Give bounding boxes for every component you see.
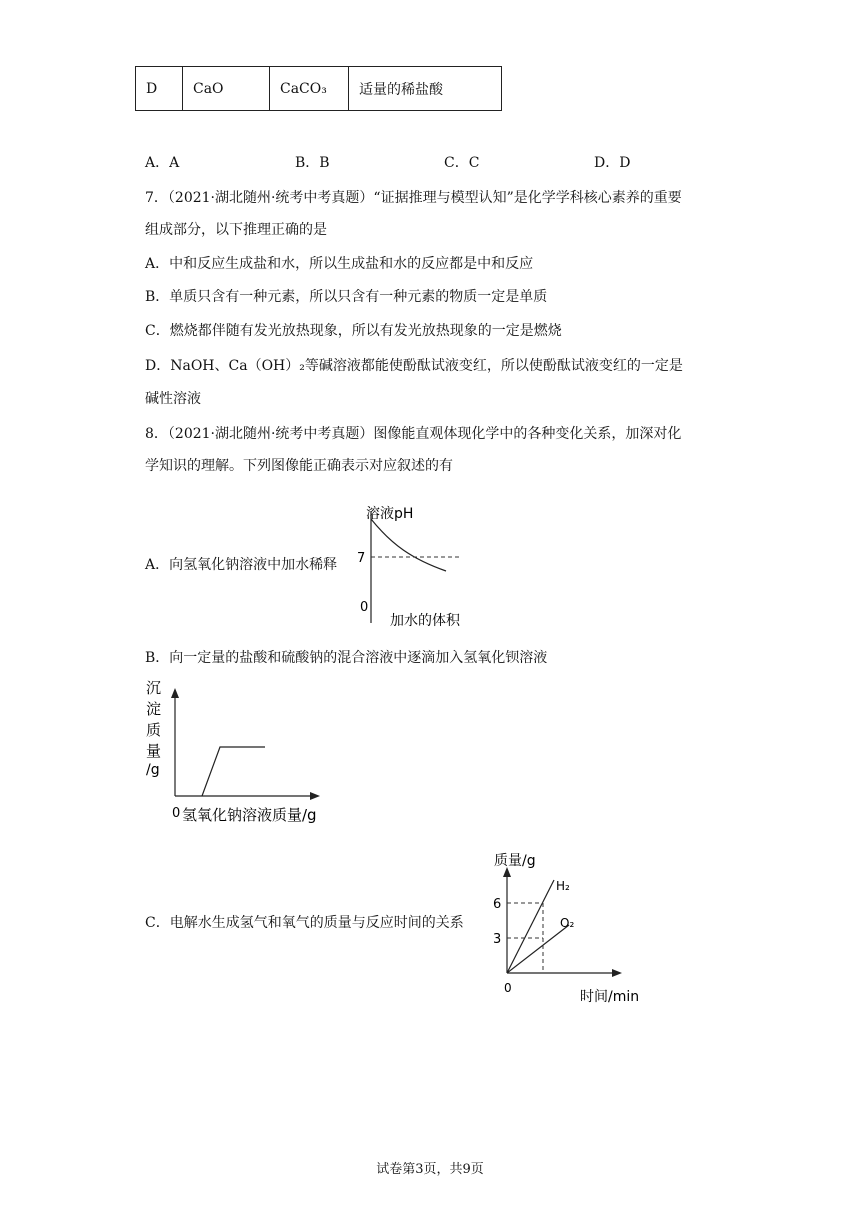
tick-6: 6 (493, 897, 502, 912)
q7-option-c[interactable]: C．燃烧都伴随有发光放热现象，所以有发光放热现象的一定是燃烧 (145, 323, 562, 339)
table-cell: CaCO₃ (270, 67, 349, 111)
graph-b (140, 676, 340, 830)
q7-option-b[interactable]: B．单质只含有一种元素，所以只含有一种元素的物质一定是单质 (145, 289, 548, 305)
precipitate-line (202, 747, 265, 796)
h2-line (507, 880, 554, 973)
x-axis-arrow (310, 792, 320, 800)
graph-c (490, 840, 660, 1005)
y-axis-label: 质量/g (494, 853, 536, 869)
y-label-char: 沉 (146, 679, 162, 697)
choice-b[interactable]: B．B (295, 155, 330, 171)
y-label-char: 量 (146, 742, 162, 760)
q8-stem-line2: 学知识的理解。下列图像能正确表示对应叙述的有 (145, 458, 453, 474)
q6-choices (145, 153, 705, 173)
graph-a (352, 493, 482, 633)
q8-option-c[interactable]: C．电解水生成氢气和氧气的质量与反应时间的关系 (145, 915, 464, 931)
y-axis-label: 溶液pH (366, 506, 414, 522)
q8-option-a[interactable]: A．向氢氧化钠溶液中加水稀释 (145, 557, 338, 573)
y-label-char: 淀 (146, 700, 162, 718)
tick-3: 3 (493, 932, 502, 947)
choice-c[interactable]: C．C (444, 155, 480, 171)
origin-label: 0 (504, 981, 512, 995)
h2-label: H₂ (556, 879, 570, 893)
o2-line (507, 925, 569, 973)
ph-curve (371, 519, 446, 571)
x-axis-label: 时间/min (580, 989, 640, 1005)
origin-label: 0 (172, 806, 181, 821)
table-cell: 适量的稀盐酸 (349, 67, 502, 111)
choice-d[interactable]: D．D (594, 155, 631, 171)
x-axis-label: 氢氧化钠溶液质量/g (182, 806, 317, 824)
answer-table (135, 66, 502, 111)
o2-label: O₂ (560, 916, 575, 930)
table-row (136, 67, 502, 111)
y-label-char: /g (146, 762, 160, 778)
q8-option-b[interactable]: B．向一定量的盐酸和硫酸钠的混合溶液中逐滴加入氢氧化钡溶液 (145, 650, 548, 666)
q7-option-d[interactable]: D．NaOH、Ca（OH）₂等碱溶液都能使酚酞试液变红，所以使酚酞试液变红的一定是 (145, 358, 683, 374)
q8-stem-line1: 8．（2021·湖北随州·统考中考真题）图像能直观体现化学中的各种变化关系，加深对化 (145, 426, 682, 442)
x-axis-label: 加水的体积 (390, 613, 460, 629)
q7-stem-line1: 7．（2021·湖北随州·统考中考真题）“证据推理与模型认知”是化学学科核心素养的重要 (145, 190, 682, 206)
q7-stem-line2: 组成部分，以下推理正确的是 (145, 222, 327, 238)
page-footer: 试卷第3页，共9页 (376, 1162, 484, 1177)
choice-a[interactable]: A．A (145, 155, 180, 171)
table-cell: D (136, 67, 183, 111)
y-axis-arrow (171, 688, 179, 698)
q7-option-d-cont: 碱性溶液 (145, 391, 201, 407)
tick-7: 7 (357, 551, 366, 566)
origin-label: 0 (360, 600, 369, 615)
y-label-char: 质 (146, 721, 162, 739)
q7-option-a[interactable]: A．中和反应生成盐和水，所以生成盐和水的反应都是中和反应 (145, 256, 534, 272)
table-cell: CaO (183, 67, 270, 111)
x-axis-arrow (612, 969, 622, 977)
